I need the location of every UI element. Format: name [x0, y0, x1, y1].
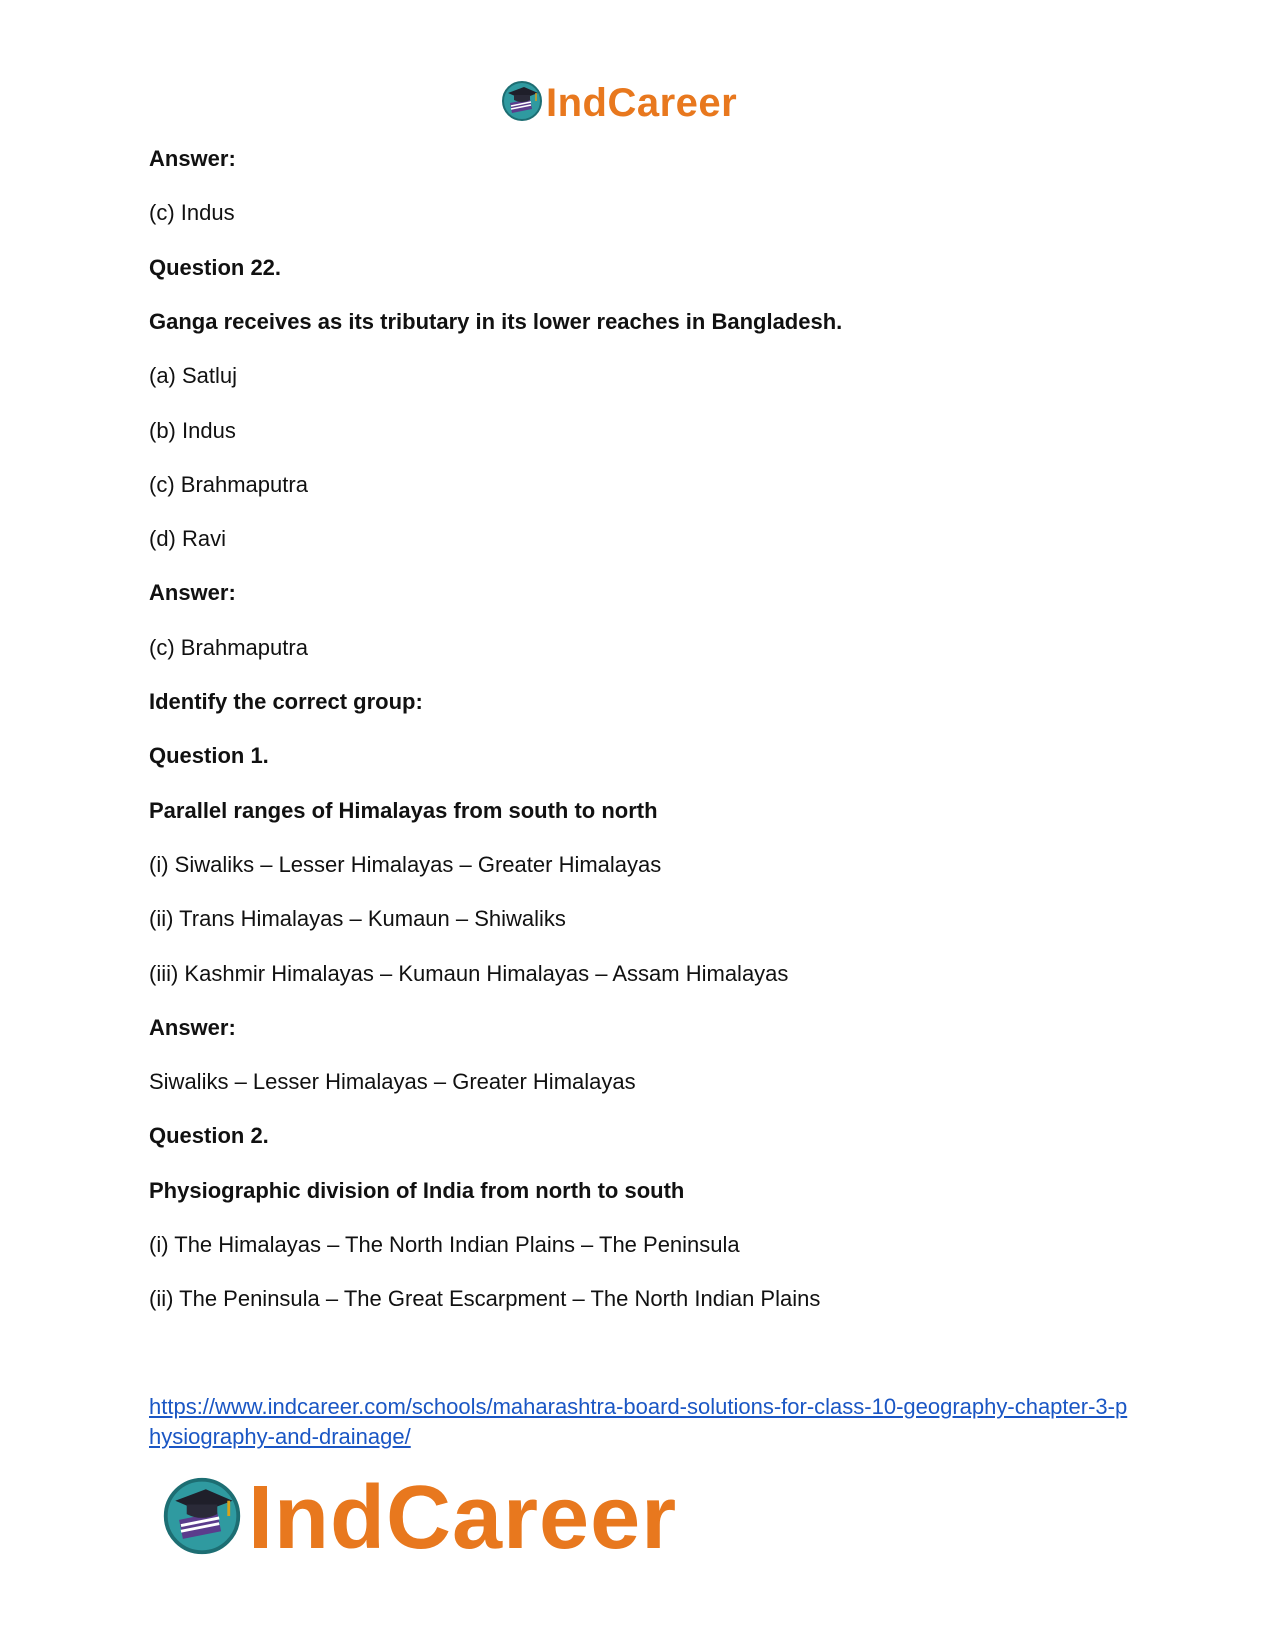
- heading-line: Answer:: [149, 1015, 236, 1040]
- text-line: (c) Brahmaputra: [149, 635, 308, 660]
- header-logo: [500, 80, 737, 126]
- text-line: (ii) The Peninsula – The Great Escarpment – The North Indian Plains: [149, 1286, 821, 1311]
- heading-line: Question 22.: [149, 255, 282, 280]
- footer-logo: [160, 1468, 677, 1568]
- heading-line: Parallel ranges of Himalayas from south to north: [149, 798, 658, 823]
- logo-text: IndCareer: [546, 80, 738, 125]
- graduation-cap-books-globe-icon: [500, 79, 544, 128]
- text-line: (i) Siwaliks – Lesser Himalayas – Greater Himalayas: [149, 852, 662, 877]
- text-line: (iii) Kashmir Himalayas – Kumaun Himalayas – Assam Himalayas: [149, 961, 789, 986]
- heading-line: Answer:: [149, 580, 236, 605]
- text-line: (c) Indus: [149, 200, 235, 225]
- logo-text: IndCareer: [248, 1467, 678, 1568]
- text-line: (d) Ravi: [149, 526, 227, 551]
- graduation-cap-books-globe-icon: [160, 1474, 244, 1563]
- text-line: (i) The Himalayas – The North Indian Plains – The Peninsula: [149, 1232, 740, 1257]
- heading-line: Physiographic division of India from north to south: [149, 1178, 685, 1203]
- source-link[interactable]: https://www.indcareer.com/schools/maharashtra-board-solutions-for-class-10-geography-chapter-3-physiography-and-drainage/: [149, 1394, 1128, 1449]
- heading-line: Question 1.: [149, 743, 269, 768]
- text-line: Siwaliks – Lesser Himalayas – Greater Himalayas: [149, 1069, 636, 1094]
- text-line: (a) Satluj: [149, 363, 238, 388]
- heading-line: Answer:: [149, 146, 236, 171]
- heading-line: Question 2.: [149, 1123, 269, 1148]
- text-line: (b) Indus: [149, 418, 236, 443]
- heading-line: Ganga receives as its tributary in its lower reaches in Bangladesh.: [149, 309, 843, 334]
- text-line: (c) Brahmaputra: [149, 472, 308, 497]
- heading-line: Identify the correct group:: [149, 689, 423, 714]
- text-line: (ii) Trans Himalayas – Kumaun – Shiwaliks: [149, 906, 566, 931]
